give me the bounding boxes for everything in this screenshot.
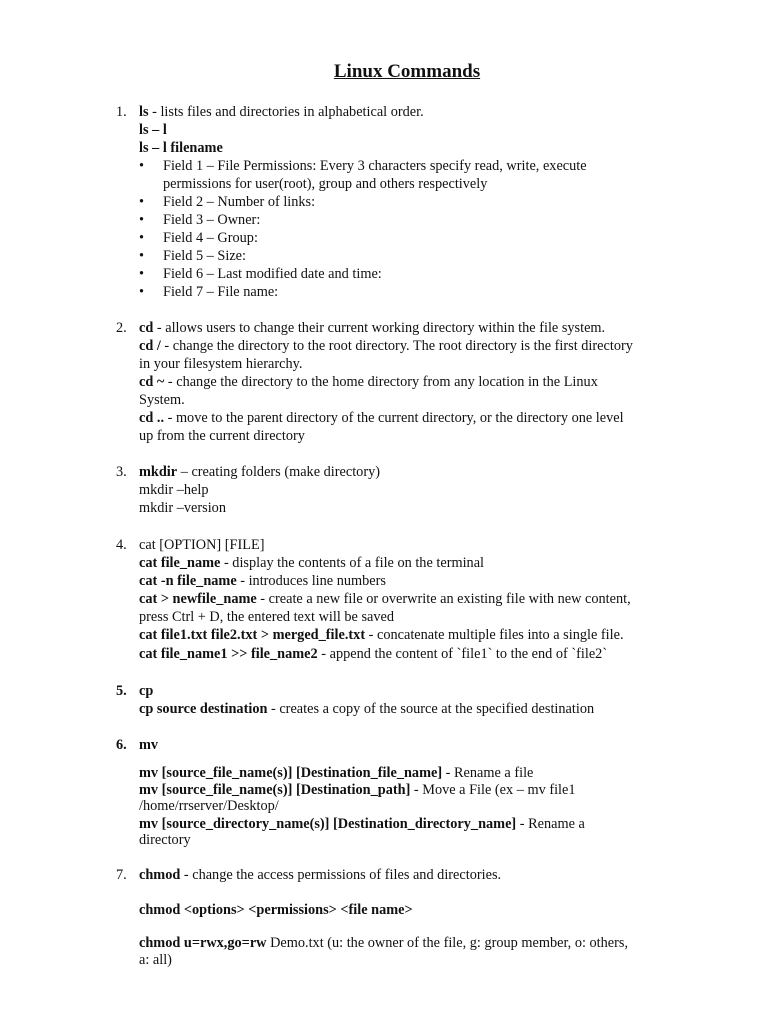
list-item: Field 2 – Number of links: xyxy=(163,194,316,210)
command-line: cat [OPTION] [FILE] xyxy=(139,537,265,553)
command-line xyxy=(139,934,628,952)
command-line xyxy=(139,103,424,121)
list-item: Field 4 – Group: xyxy=(163,230,258,246)
list-item-continuation: permissions for user(root), group and others respectively xyxy=(163,176,488,192)
command-name: mv [source_directory_name(s)] [Destination_directory_name] xyxy=(139,816,517,832)
command-name: cat -n file_name xyxy=(139,573,237,589)
command-description: - change the directory to the root directory. The root directory is the first directory xyxy=(160,338,633,354)
command-line xyxy=(139,463,380,481)
list-item: Field 6 – Last modified date and time: xyxy=(163,266,382,282)
command-description: - Rename a xyxy=(516,816,585,832)
command-name: cd ~ xyxy=(139,374,165,390)
command-name: chmod u=rwx,go=rw xyxy=(139,935,267,951)
description-continuation: up from the current directory xyxy=(139,428,305,444)
bullet-icon: • xyxy=(139,266,145,282)
command-name: cd .. xyxy=(139,410,165,426)
command-name: mv [source_file_name(s)] [Destination_file_name] xyxy=(139,765,443,781)
bullet-icon: • xyxy=(139,284,145,300)
list-item: Field 7 – File name: xyxy=(163,284,279,300)
item-number: 5. xyxy=(116,683,127,699)
command-description: - lists files and directories in alphabetical order. xyxy=(148,104,424,120)
command-name: cp source destination xyxy=(139,701,268,717)
command-name: cd / xyxy=(139,338,161,354)
bullet-icon: • xyxy=(139,248,145,264)
command-name: cat file_name1 >> file_name2 xyxy=(139,646,318,662)
command-line xyxy=(139,319,605,337)
item-number: 1. xyxy=(116,104,127,120)
description-continuation: in your filesystem hierarchy. xyxy=(139,356,303,372)
item-number: 2. xyxy=(116,320,127,336)
command-line xyxy=(139,700,594,718)
command-line xyxy=(139,409,624,427)
command-line: ls – l xyxy=(139,122,167,138)
command-name: mkdir xyxy=(139,464,178,480)
command-name: chmod xyxy=(139,867,181,883)
command-description: Demo.txt (u: the owner of the file, g: group member, o: others, xyxy=(266,935,629,951)
command-name: mv [source_file_name(s)] [Destination_path] xyxy=(139,782,411,798)
command-description: - Move a File (ex – mv file1 xyxy=(410,782,576,798)
command-description: - introduces line numbers xyxy=(236,573,386,589)
command-description: - Rename a file xyxy=(442,765,534,781)
command-line: ls – l filename xyxy=(139,140,223,156)
description-continuation: directory xyxy=(139,832,191,848)
command-description: - create a new file or overwrite an existing file with new content, xyxy=(256,591,631,607)
command-description: - concatenate multiple files into a single file. xyxy=(365,627,624,643)
command-name: cat > newfile_name xyxy=(139,591,257,607)
command-line: mkdir –version xyxy=(139,500,226,516)
command-line xyxy=(139,590,631,608)
command-name: cat file1.txt file2.txt > merged_file.txt xyxy=(139,627,366,643)
description-continuation: /home/rrserver/Desktop/ xyxy=(139,798,279,814)
command-heading: cp xyxy=(139,683,154,699)
description-continuation: System. xyxy=(139,392,185,408)
command-line: mkdir –help xyxy=(139,482,209,498)
command-name: ls xyxy=(139,104,149,120)
command-name: cd xyxy=(139,320,154,336)
command-line xyxy=(139,866,501,884)
command-description: - move to the parent directory of the current directory, or the directory one level xyxy=(164,410,624,426)
command-line xyxy=(139,626,624,644)
command-description: - creates a copy of the source at the specified destination xyxy=(267,701,595,717)
command-description: - change the directory to the home directory from any location in the Linux xyxy=(164,374,598,390)
command-line xyxy=(139,815,585,833)
command-line xyxy=(139,554,484,572)
command-line xyxy=(139,373,598,391)
command-line xyxy=(139,337,633,355)
command-line xyxy=(139,764,533,782)
description-continuation: a: all) xyxy=(139,952,172,968)
list-item: Field 3 – Owner: xyxy=(163,212,261,228)
command-description: - allows users to change their current working directory within the file system. xyxy=(153,320,606,336)
command-line xyxy=(139,572,386,590)
bullet-icon: • xyxy=(139,194,145,210)
item-number: 4. xyxy=(116,537,127,553)
command-line xyxy=(139,645,607,663)
command-syntax: chmod <options> <permissions> <file name> xyxy=(139,902,413,918)
list-item: Field 5 – Size: xyxy=(163,248,246,264)
item-number: 6. xyxy=(116,737,127,753)
bullet-icon: • xyxy=(139,158,145,174)
bullet-icon: • xyxy=(139,212,145,228)
list-item: Field 1 – File Permissions: Every 3 characters specify read, write, execute xyxy=(163,158,587,174)
bullet-icon: • xyxy=(139,230,145,246)
command-name: cat file_name xyxy=(139,555,221,571)
command-description: - change the access permissions of files and directories. xyxy=(180,867,502,883)
item-number: 7. xyxy=(116,867,127,883)
command-heading: mv xyxy=(139,737,159,753)
command-description: – creating folders (make directory) xyxy=(177,464,380,480)
item-number: 3. xyxy=(116,464,127,480)
description-continuation: press Ctrl + D, the entered text will be saved xyxy=(139,609,395,625)
command-description: - append the content of `file1` to the end of `file2` xyxy=(317,646,608,662)
command-description: - display the contents of a file on the terminal xyxy=(220,555,485,571)
page-title: Linux Commands xyxy=(333,61,481,82)
